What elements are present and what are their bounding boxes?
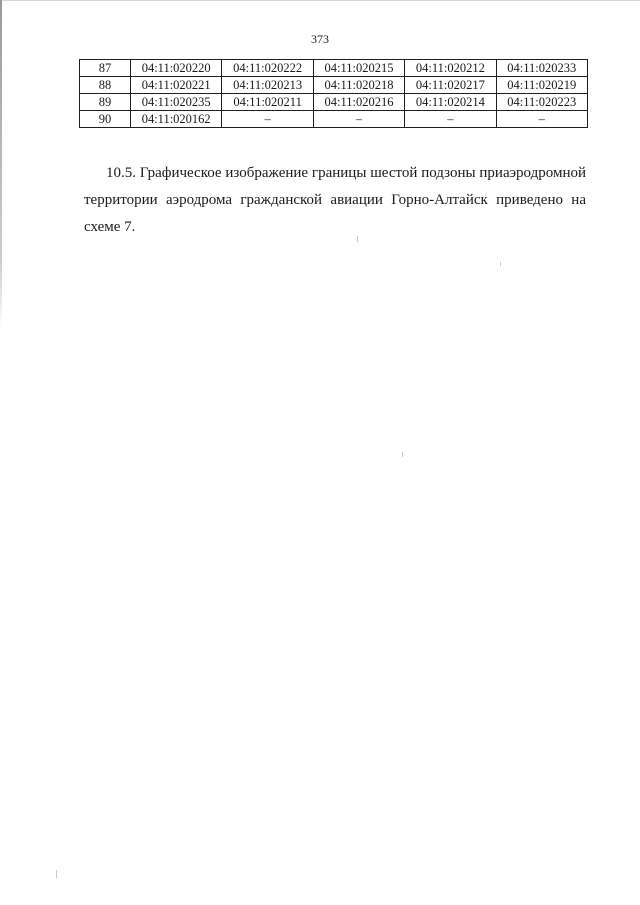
row-number-cell: 89 — [80, 94, 131, 111]
table-row — [80, 77, 588, 94]
table-row — [80, 111, 588, 128]
empty-dash-cell: – — [405, 111, 496, 128]
empty-dash-cell: – — [222, 111, 313, 128]
row-number-cell: 88 — [80, 77, 131, 94]
cadastral-number-cell: 04:11:020162 — [131, 111, 222, 128]
cadastral-number-cell: 04:11:020220 — [131, 60, 222, 77]
cadastral-number-cell: 04:11:020213 — [222, 77, 313, 94]
cadastral-number-cell: 04:11:020233 — [496, 60, 587, 77]
cadastral-number-cell: 04:11:020222 — [222, 60, 313, 77]
scan-edge-top — [0, 0, 640, 1]
cadastral-number-cell: 04:11:020211 — [222, 94, 313, 111]
cadastral-number-cell: 04:11:020221 — [131, 77, 222, 94]
scan-speck — [56, 870, 57, 878]
cadastral-number-cell: 04:11:020223 — [496, 94, 587, 111]
scan-edge-left — [0, 0, 2, 330]
scan-speck — [402, 452, 403, 457]
scan-speck — [357, 236, 358, 242]
cadastral-table — [79, 59, 588, 128]
empty-dash-cell: – — [496, 111, 587, 128]
cadastral-number-cell: 04:11:020217 — [405, 77, 496, 94]
cadastral-number-cell: 04:11:020212 — [405, 60, 496, 77]
table-row — [80, 60, 588, 77]
empty-dash-cell: – — [313, 111, 404, 128]
row-number-cell: 87 — [80, 60, 131, 77]
page-number: 373 — [311, 32, 329, 46]
cadastral-number-cell: 04:11:020214 — [405, 94, 496, 111]
body-paragraph: 10.5. Графическое изображение границы шестой подзоны приаэродромной территории аэродрома гражданской авиации Горно-Алтайск приведено на схеме 7. — [84, 165, 586, 235]
cadastral-number-cell: 04:11:020235 — [131, 94, 222, 111]
scan-speck — [500, 262, 501, 266]
table-row — [80, 94, 588, 111]
row-number-cell: 90 — [80, 111, 131, 128]
cadastral-number-cell: 04:11:020216 — [313, 94, 404, 111]
cadastral-number-cell: 04:11:020218 — [313, 77, 404, 94]
cadastral-number-cell: 04:11:020215 — [313, 60, 404, 77]
cadastral-number-cell: 04:11:020219 — [496, 77, 587, 94]
